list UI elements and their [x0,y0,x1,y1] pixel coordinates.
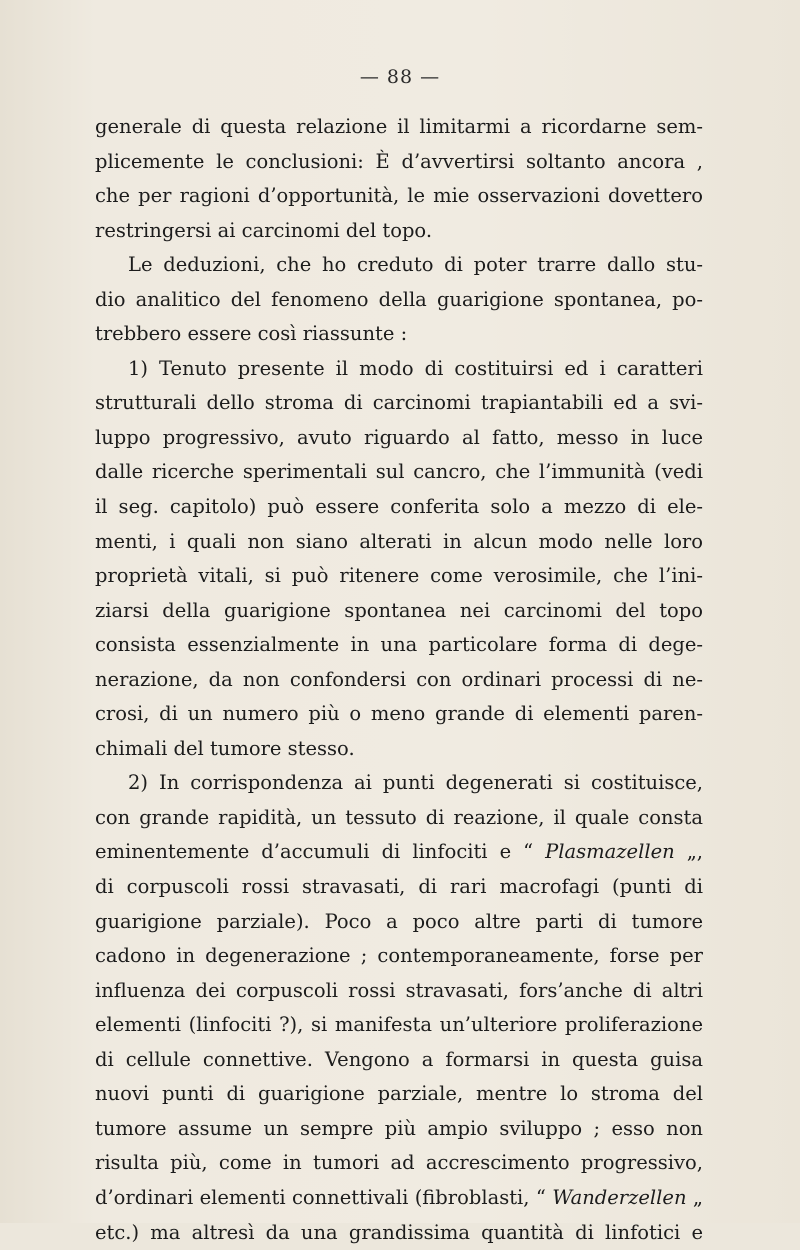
text-line: ziarsi della guarigione spontanea nei carcinomi del topo [95,594,703,629]
text-line: 1) Tenuto presente il modo di costituirsi ed i caratteri [95,352,703,387]
text-line: nerazione, da non confondersi con ordinari processi di ne- [95,663,703,698]
text-line: plicemente le conclusioni: È d’avvertirsi soltanto ancora , [95,145,703,180]
text-line: trebbero essere così riassunte : [95,317,703,352]
page-number: — 88 — [0,66,800,88]
text-line: menti, i quali non siano alterati in alcun modo nelle loro [95,525,703,560]
text-line: 2) In corrispondenza ai punti degenerati si costituisce, [95,766,703,801]
text-line: restringersi ai carcinomi del topo. [95,214,703,249]
text-line: d’ordinari elementi connettivali (fibroblasti, “ Wanderzellen „ [95,1181,703,1216]
text-line: generale di questa relazione il limitarmi a ricordarne sem- [95,110,703,145]
text-line: dio analitico del fenomeno della guarigione spontanea, po- [95,283,703,318]
text-line: tumore assume un sempre più ampio sviluppo ; esso non [95,1112,703,1147]
text-line: crosi, di un numero più o meno grande di elementi paren- [95,697,703,732]
text-line: etc.) ma altresì da una grandissima quantità di linfotici e [95,1216,703,1250]
text-line: elementi (linfociti ?), si manifesta un’ulteriore proliferazione [95,1008,703,1043]
text-line: strutturali dello stroma di carcinomi trapiantabili ed a svi- [95,386,703,421]
text-line: risulta più, come in tumori ad accrescimento progressivo, [95,1146,703,1181]
text-line: con grande rapidità, un tessuto di reazione, il quale consta [95,801,703,836]
text-line: di corpuscoli rossi stravasati, di rari macrofagi (punti di [95,870,703,905]
text-line: dalle ricerche sperimentali sul cancro, che l’immunità (vedi [95,455,703,490]
text-line: consista essenzialmente in una particolare forma di dege- [95,628,703,663]
text-line: proprietà vitali, si può ritenere come verosimile, che l’ini- [95,559,703,594]
text-line: eminentemente d’accumuli di linfociti e “ Plasmazellen „, [95,835,703,870]
text-line: che per ragioni d’opportunità, le mie osservazioni dovettero [95,179,703,214]
text-line: cadono in degenerazione ; contemporaneamente, forse per [95,939,703,974]
text-line: di cellule connettive. Vengono a formarsi in questa guisa [95,1043,703,1078]
text-line: Le deduzioni, che ho creduto di poter trarre dallo stu- [95,248,703,283]
text-line: guarigione parziale). Poco a poco altre parti di tumore [95,905,703,940]
text-line: chimali del tumore stesso. [95,732,703,767]
body-text [95,110,703,1250]
text-line: luppo progressivo, avuto riguardo al fatto, messo in luce [95,421,703,456]
text-line: influenza dei corpuscoli rossi stravasati, fors’anche di altri [95,974,703,1009]
text-line: nuovi punti di guarigione parziale, mentre lo stroma del [95,1077,703,1112]
text-line: il seg. capitolo) può essere conferita solo a mezzo di ele- [95,490,703,525]
